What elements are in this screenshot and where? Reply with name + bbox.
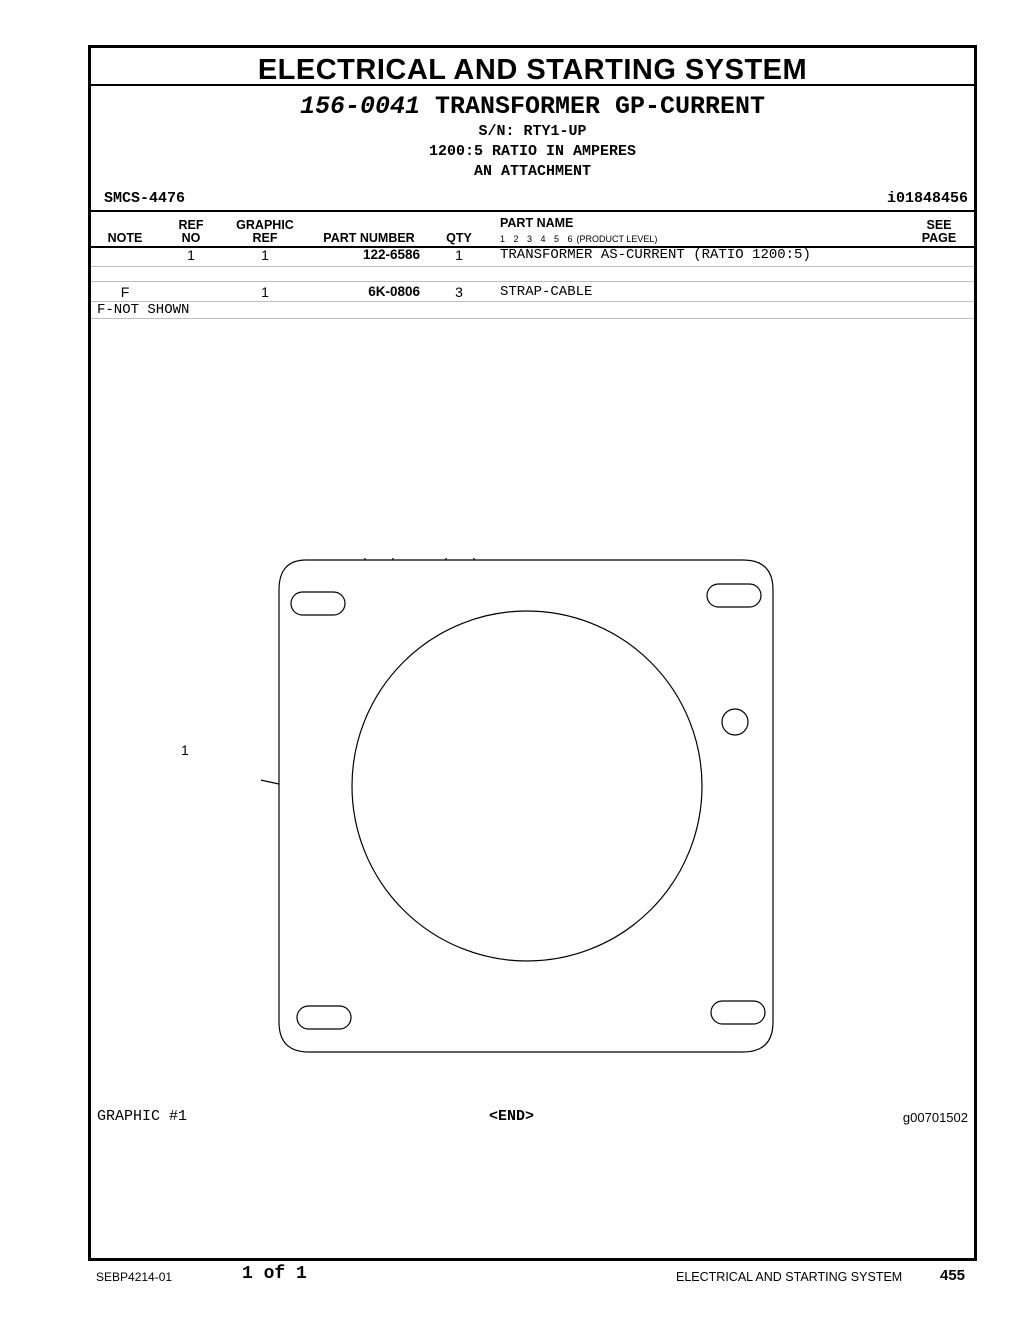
row-divider <box>91 266 974 267</box>
header-part-name: PART NAME <box>500 216 574 230</box>
graphic-id: g00701502 <box>902 1110 968 1125</box>
product-levels: 1 2 3 4 5 6 (PRODUCT LEVEL) <box>500 234 658 244</box>
page-frame <box>88 45 977 1261</box>
row-part-name: STRAP-CABLE <box>500 284 593 300</box>
row-divider <box>91 318 974 319</box>
callout-1: 1 <box>181 742 189 758</box>
transformer-drawing <box>261 558 881 1058</box>
group-title <box>91 92 974 121</box>
section-title: ELECTRICAL AND STARTING SYSTEM <box>91 48 974 86</box>
footer-doc-number: SEBP4214-01 <box>96 1270 173 1284</box>
row-divider <box>91 301 974 302</box>
row-part-name: TRANSFORMER AS-CURRENT (RATIO 1200:5) <box>500 247 811 263</box>
group-number: 156-0041 <box>299 92 420 121</box>
group-name: TRANSFORMER GP-CURRENT <box>434 92 766 121</box>
footer-page-number: 455 <box>940 1267 966 1284</box>
illustration-id: i01848456 <box>886 190 968 207</box>
header-part-number: PART NUMBER <box>323 231 415 245</box>
graphic-label: GRAPHIC #1 <box>97 1108 188 1125</box>
row-divider <box>91 281 974 282</box>
header-note: NOTE <box>107 231 143 245</box>
header-graphic-ref: GRAPHIC REF <box>236 218 294 245</box>
header-qty: QTY <box>446 231 472 245</box>
end-marker: <END> <box>489 1108 535 1125</box>
header-ref: REF NO <box>178 218 204 245</box>
header-see-page: SEE PAGE <box>921 218 957 245</box>
footer-section: ELECTRICAL AND STARTING SYSTEM <box>676 1270 903 1284</box>
row-part-number[interactable]: 122-6586 <box>362 247 420 262</box>
table-top-rule <box>91 210 974 212</box>
smcs-code: SMCS-4476 <box>104 190 186 207</box>
footer-page-of: 1 of 1 <box>242 1264 307 1284</box>
ratio-text: 1200:5 RATIO IN AMPERES <box>428 143 637 160</box>
footnote: F-NOT SHOWN <box>97 302 190 318</box>
row-graphic-ref: 1 <box>261 247 269 263</box>
row-graphic-ref: 1 <box>261 284 269 300</box>
row-note: F <box>120 284 130 300</box>
serial-range: S/N: RTY1-UP <box>478 123 587 140</box>
row-qty: 3 <box>455 284 463 300</box>
row-qty: 1 <box>455 247 463 263</box>
row-ref-no: 1 <box>187 247 195 263</box>
attachment-text: AN ATTACHMENT <box>473 163 592 180</box>
row-part-number[interactable]: 6K-0806 <box>368 284 420 299</box>
